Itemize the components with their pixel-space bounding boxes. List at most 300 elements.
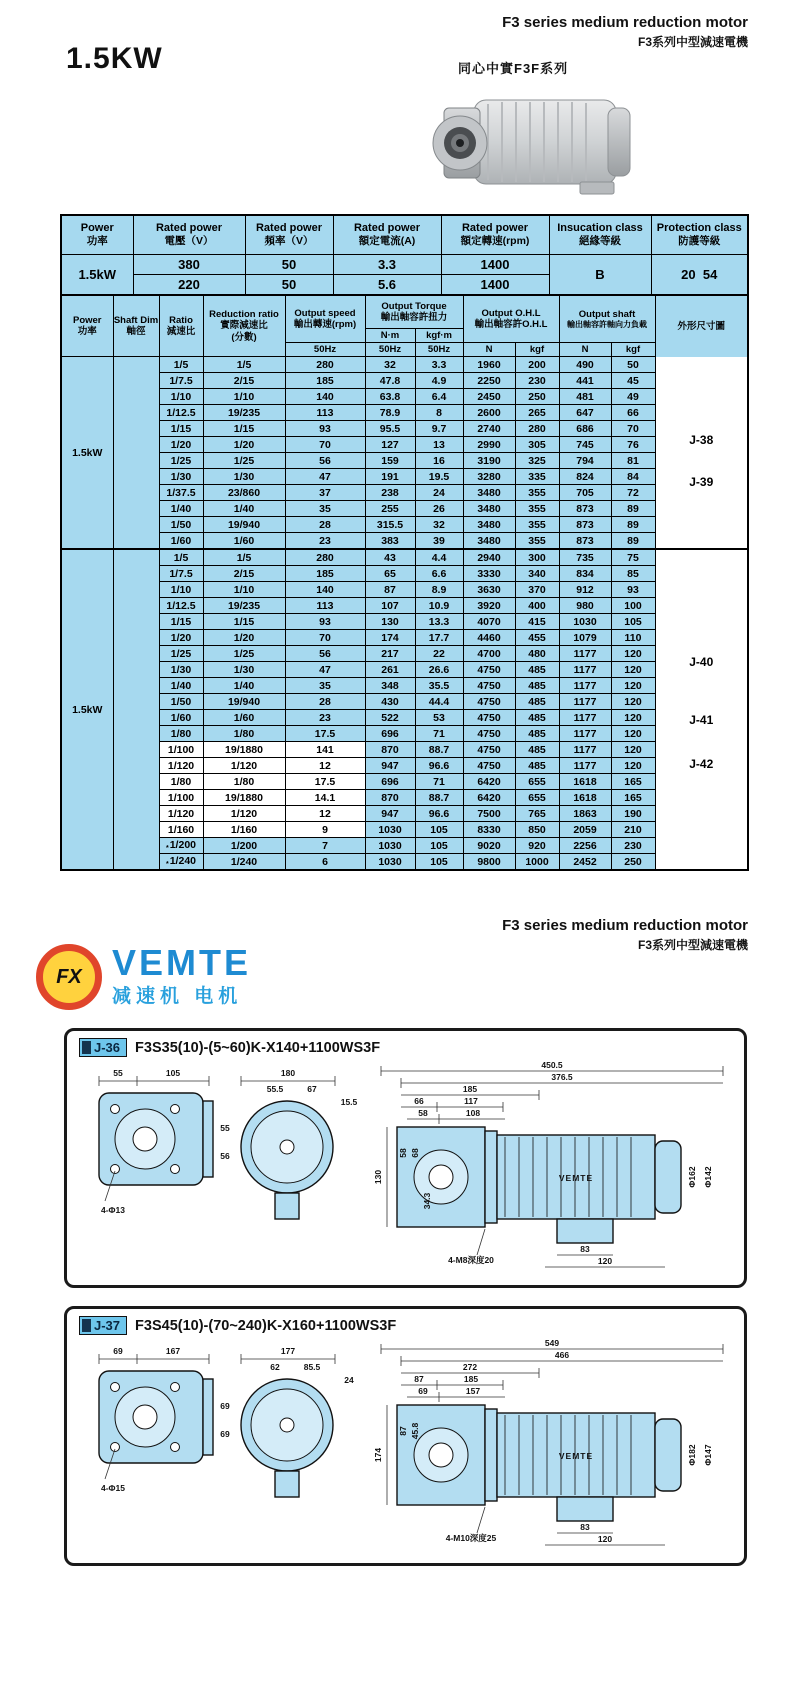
output-speed-cell: 113	[285, 405, 365, 421]
output-speed-cell: 28	[285, 694, 365, 710]
motor-foot	[580, 182, 614, 194]
dim-label: 167	[165, 1346, 180, 1356]
torque-nm-cell: 238	[365, 485, 415, 501]
output-speed-cell: 113	[285, 598, 365, 614]
shaft-n-cell: 834	[559, 566, 611, 582]
circular-view	[241, 1068, 358, 1219]
ratio-cell: 1/7.5	[159, 566, 203, 582]
torque-nm-cell: 130	[365, 614, 415, 630]
ohl-n-cell: 8330	[463, 822, 515, 838]
torque-nm-cell: 947	[365, 758, 415, 774]
dim-label: 69	[417, 1386, 428, 1396]
section2-title-zh: F3系列中型減速電機	[637, 938, 748, 952]
dim-label: 174	[372, 1447, 383, 1463]
ohl-kgf-cell: 370	[515, 582, 559, 598]
figure-badge	[79, 1038, 127, 1057]
col-current: Rated power 額定電流(A)	[333, 215, 441, 255]
ohl-kgf-cell: 355	[515, 501, 559, 517]
ohl-n-cell: 3480	[463, 485, 515, 501]
unit-kgfm-hz: 50Hz	[415, 343, 463, 357]
hdr-output-shaft: Output shaft 輸出軸容許軸向力負載	[559, 295, 655, 343]
motor-endcap	[608, 108, 630, 176]
ohl-n-cell: 4070	[463, 614, 515, 630]
ohl-n-cell: 3920	[463, 598, 515, 614]
spec-row	[61, 726, 748, 742]
figure-ref: J-39	[689, 475, 714, 490]
model-number: F3S35(10)-(5~60)K-X140+1100WS3F	[135, 1039, 381, 1056]
ohl-n-cell: 2990	[463, 437, 515, 453]
ohl-kgf-cell: 1000	[515, 854, 559, 871]
torque-kgfm-cell: 105	[415, 854, 463, 871]
voltage-value: 380	[133, 255, 245, 275]
output-speed-cell: 17.5	[285, 726, 365, 742]
ohl-n-cell: 2740	[463, 421, 515, 437]
ratio-spec-table	[60, 294, 749, 871]
unit-ohl-n: N	[463, 343, 515, 357]
shaft-n-cell: 873	[559, 533, 611, 550]
dim-label: 130	[372, 1169, 383, 1185]
torque-kgfm-cell: 26.6	[415, 662, 463, 678]
ratio-cell: 1/5	[159, 549, 203, 566]
spec-row	[61, 421, 748, 437]
shaft-n-cell: 824	[559, 469, 611, 485]
spec-row	[61, 678, 748, 694]
dim-label: 67	[306, 1084, 317, 1094]
ratio-cell: 1/100	[159, 742, 203, 758]
dim-label: 15.5	[340, 1097, 357, 1107]
dim-label: 120	[597, 1256, 612, 1266]
spec-row	[61, 517, 748, 533]
ohl-kgf-cell: 335	[515, 469, 559, 485]
shaft-n-cell: 980	[559, 598, 611, 614]
shaft-n-cell: 2059	[559, 822, 611, 838]
hdr-output-torque: Output Torque 輸出軸容許扭力	[365, 295, 463, 329]
spec-row	[61, 485, 748, 501]
spec-header-row	[61, 295, 748, 329]
ohl-n-cell: 3330	[463, 566, 515, 582]
drawing-panel-j36	[64, 1028, 747, 1288]
shaft-kgf-cell: 70	[611, 421, 655, 437]
output-speed-cell: 35	[285, 501, 365, 517]
torque-nm-cell: 95.5	[365, 421, 415, 437]
output-speed-cell: 14.1	[285, 790, 365, 806]
spec-row	[61, 582, 748, 598]
hdr-kgfm: kgf·m	[415, 329, 463, 343]
ratio-cell: 1/60	[159, 533, 203, 550]
torque-kgfm-cell: 96.6	[415, 758, 463, 774]
output-speed-cell: 70	[285, 630, 365, 646]
shaft-n-cell: 1030	[559, 614, 611, 630]
spec-row	[61, 838, 748, 854]
ohl-kgf-cell: 265	[515, 405, 559, 421]
spec-row	[61, 405, 748, 421]
ratio-cell: 1/50	[159, 517, 203, 533]
dim-label: 56	[219, 1151, 230, 1161]
ohl-n-cell: 4700	[463, 646, 515, 662]
torque-kgfm-cell: 88.7	[415, 790, 463, 806]
shaft-kgf-cell: 105	[611, 614, 655, 630]
ratio-cell: 1/20	[159, 630, 203, 646]
shaft-n-cell: 1618	[559, 774, 611, 790]
torque-nm-cell: 65	[365, 566, 415, 582]
ratio-cell: 1/80	[159, 726, 203, 742]
output-speed-cell: 37	[285, 485, 365, 501]
spec-table-body	[61, 357, 748, 871]
unit-shaft-n: N	[559, 343, 611, 357]
shaft-kgf-cell: 50	[611, 357, 655, 373]
drawing-watermark: VEMTE	[558, 1451, 593, 1461]
spec-row	[61, 662, 748, 678]
page-title-en: F3 series medium reduction motor	[502, 14, 748, 31]
output-speed-cell: 56	[285, 646, 365, 662]
dim-label: 185	[463, 1374, 478, 1384]
ohl-kgf-cell: 485	[515, 694, 559, 710]
torque-kgfm-cell: 13.3	[415, 614, 463, 630]
ohl-n-cell: 2600	[463, 405, 515, 421]
ohl-kgf-cell: 485	[515, 758, 559, 774]
torque-kgfm-cell: 6.4	[415, 389, 463, 405]
output-speed-cell: 93	[285, 421, 365, 437]
hdr-power: Power 功率	[61, 295, 113, 357]
dim-label: 83	[579, 1244, 590, 1254]
torque-nm-cell: 430	[365, 694, 415, 710]
ohl-n-cell: 2250	[463, 373, 515, 389]
power-heading: 1.5KW	[66, 42, 163, 75]
torque-kgfm-cell: 26	[415, 501, 463, 517]
reduction-ratio-cell: 19/1880	[203, 742, 285, 758]
spec-row	[61, 758, 748, 774]
dim-label: 185	[462, 1084, 477, 1094]
ohl-n-cell: 4750	[463, 678, 515, 694]
ohl-kgf-cell: 480	[515, 646, 559, 662]
ohl-kgf-cell: 455	[515, 630, 559, 646]
torque-nm-cell: 217	[365, 646, 415, 662]
reduction-ratio-cell: 2/15	[203, 373, 285, 389]
badge-square-icon	[82, 1041, 91, 1054]
spec-row	[61, 646, 748, 662]
shaft-n-cell: 1177	[559, 742, 611, 758]
page-title-zh: F3系列中型減速電機	[637, 35, 748, 49]
power-cell: 1.5kW	[61, 357, 113, 550]
col-insulation: Insucation class 絕緣等級	[549, 215, 651, 255]
torque-nm-cell: 870	[365, 742, 415, 758]
torque-nm-cell: 47.8	[365, 373, 415, 389]
reduction-ratio-cell: 19/1880	[203, 790, 285, 806]
spec-row	[61, 710, 748, 726]
dim-label: Φ182	[686, 1444, 697, 1466]
figure-badge	[79, 1316, 127, 1335]
output-speed-cell: 185	[285, 373, 365, 389]
output-speed-cell: 280	[285, 549, 365, 566]
reduction-ratio-cell: 1/15	[203, 614, 285, 630]
power-value: 1.5kW	[61, 255, 133, 296]
torque-kgfm-cell: 44.4	[415, 694, 463, 710]
reduction-ratio-cell: 2/15	[203, 566, 285, 582]
ohl-kgf-cell: 355	[515, 517, 559, 533]
ohl-kgf-cell: 485	[515, 678, 559, 694]
spec-row	[61, 389, 748, 405]
logo-badge	[36, 944, 102, 1010]
shaft-kgf-cell: 84	[611, 469, 655, 485]
ratio-cell: 1/80	[159, 774, 203, 790]
shaft-kgf-cell: 120	[611, 742, 655, 758]
ohl-kgf-cell: 340	[515, 566, 559, 582]
torque-nm-cell: 63.8	[365, 389, 415, 405]
figure-code: J-36	[94, 1040, 121, 1055]
torque-nm-cell: 1030	[365, 822, 415, 838]
shaft-n-cell: 2256	[559, 838, 611, 854]
output-speed-cell: 140	[285, 582, 365, 598]
spec-row	[61, 598, 748, 614]
figure-ref-cell	[655, 357, 748, 550]
output-speed-cell: 6	[285, 854, 365, 871]
torque-nm-cell: 159	[365, 453, 415, 469]
ohl-n-cell: 3480	[463, 501, 515, 517]
ratio-cell: 1/40	[159, 678, 203, 694]
dim-label: 105	[165, 1068, 180, 1078]
output-speed-cell: 35	[285, 678, 365, 694]
shaft-kgf-cell: 81	[611, 453, 655, 469]
ohl-n-cell: 9800	[463, 854, 515, 871]
dim-label: 87	[397, 1426, 408, 1436]
torque-kgfm-cell: 4.4	[415, 549, 463, 566]
spec-row	[61, 742, 748, 758]
rated-row-380	[61, 255, 748, 275]
dim-label: 24	[343, 1375, 354, 1385]
dim-label: 117	[463, 1096, 478, 1106]
section2-title-en: F3 series medium reduction motor	[502, 917, 748, 934]
col-power: Power 功率	[61, 215, 133, 255]
output-speed-cell: 7	[285, 838, 365, 854]
dim-label: 66	[413, 1096, 424, 1106]
torque-kgfm-cell: 105	[415, 838, 463, 854]
shaft-kgf-cell: 120	[611, 646, 655, 662]
shaft-kgf-cell: 210	[611, 822, 655, 838]
logo-monogram: FX	[56, 965, 82, 988]
model-number: F3S45(10)-(70~240)K-X160+1100WS3F	[135, 1317, 397, 1334]
shaft-kgf-cell: 165	[611, 774, 655, 790]
figure-ref: J-42	[689, 757, 714, 772]
shaft-n-cell: 647	[559, 405, 611, 421]
ohl-kgf-cell: 920	[515, 838, 559, 854]
ratio-cell: 1/160	[159, 822, 203, 838]
dim-label: 62	[269, 1362, 280, 1372]
dimension-drawing	[79, 1337, 733, 1551]
dim-label: 177	[280, 1346, 295, 1356]
torque-kgfm-cell: 6.6	[415, 566, 463, 582]
circular-view	[241, 1346, 354, 1497]
shaft-kgf-cell: 120	[611, 694, 655, 710]
dim-label: 85.5	[303, 1362, 320, 1372]
output-speed-cell: 185	[285, 566, 365, 582]
ohl-n-cell: 3480	[463, 533, 515, 550]
col-speed: Rated power 額定轉速(rpm)	[441, 215, 549, 255]
shaft-kgf-cell: 66	[611, 405, 655, 421]
ohl-kgf-cell: 655	[515, 774, 559, 790]
reduction-ratio-cell: 1/10	[203, 389, 285, 405]
torque-kgfm-cell: 17.7	[415, 630, 463, 646]
shaft-n-cell: 490	[559, 357, 611, 373]
ohl-kgf-cell: 355	[515, 485, 559, 501]
shaft-n-cell: 686	[559, 421, 611, 437]
spec-row	[61, 614, 748, 630]
ohl-kgf-cell: 850	[515, 822, 559, 838]
shaft-n-cell: 1618	[559, 790, 611, 806]
spec-row	[61, 501, 748, 517]
unit-speed-hz: 50Hz	[285, 343, 365, 357]
reduction-ratio-cell: 1/25	[203, 646, 285, 662]
ratio-cell: 1/10	[159, 582, 203, 598]
protection-value: 20 54	[651, 255, 748, 296]
ratio-cell: 1/30	[159, 469, 203, 485]
ratio-cell: 1/12.5	[159, 405, 203, 421]
ratio-cell: 1/10	[159, 389, 203, 405]
reduction-ratio-cell: 1/15	[203, 421, 285, 437]
shaft-n-cell: 912	[559, 582, 611, 598]
shaft-n-cell: 873	[559, 517, 611, 533]
shaft-n-cell: 794	[559, 453, 611, 469]
row-marker: *	[165, 845, 169, 852]
reduction-ratio-cell: 1/30	[203, 662, 285, 678]
torque-kgfm-cell: 105	[415, 822, 463, 838]
hdr-dim-figure: 外形尺寸圖	[655, 295, 748, 357]
spec-row	[61, 790, 748, 806]
ohl-kgf-cell: 200	[515, 357, 559, 373]
ohl-n-cell: 6420	[463, 774, 515, 790]
col-frequency: Rated power 頻率（V）	[245, 215, 333, 255]
ratio-cell: 1/15	[159, 614, 203, 630]
shaft-n-cell: 1177	[559, 710, 611, 726]
ratio-cell: 1/50	[159, 694, 203, 710]
dim-label: 55.5	[266, 1084, 283, 1094]
spec-row	[61, 373, 748, 389]
output-speed-cell: 9	[285, 822, 365, 838]
ratio-cell: 1/7.5	[159, 373, 203, 389]
ohl-n-cell: 4750	[463, 758, 515, 774]
shaft-n-cell: 441	[559, 373, 611, 389]
torque-kgfm-cell: 19.5	[415, 469, 463, 485]
reduction-ratio-cell: 1/60	[203, 533, 285, 550]
ratio-cell: 1/120	[159, 806, 203, 822]
ohl-n-cell: 4750	[463, 742, 515, 758]
reduction-ratio-cell: 1/5	[203, 357, 285, 373]
shaft-kgf-cell: 250	[611, 854, 655, 871]
shaft-kgf-cell: 120	[611, 726, 655, 742]
bolt-note: 4-M8深度20	[447, 1255, 494, 1265]
torque-nm-cell: 78.9	[365, 405, 415, 421]
ratio-cell: 1/20	[159, 437, 203, 453]
dim-label: 69	[219, 1401, 230, 1411]
dim-label: 68	[409, 1148, 420, 1158]
torque-kgfm-cell: 88.7	[415, 742, 463, 758]
dim-label: 120	[597, 1534, 612, 1544]
torque-nm-cell: 947	[365, 806, 415, 822]
spec-row	[61, 437, 748, 453]
shaft-kgf-cell: 75	[611, 549, 655, 566]
torque-kgfm-cell: 96.6	[415, 806, 463, 822]
shaft-kgf-cell: 93	[611, 582, 655, 598]
output-speed-cell: 141	[285, 742, 365, 758]
ratio-cell: 1/25	[159, 646, 203, 662]
ohl-n-cell: 3190	[463, 453, 515, 469]
current-value: 3.3	[333, 255, 441, 275]
figure-ref: J-40	[689, 655, 714, 670]
shaft-kgf-cell: 49	[611, 389, 655, 405]
dim-label: 466	[554, 1350, 569, 1360]
rated-power-table	[60, 214, 749, 296]
ohl-n-cell: 2940	[463, 549, 515, 566]
ratio-cell: 1/12.5	[159, 598, 203, 614]
spec-row	[61, 694, 748, 710]
torque-nm-cell: 191	[365, 469, 415, 485]
frequency-value: 50	[245, 255, 333, 275]
dim-label: 549	[544, 1338, 559, 1348]
torque-kgfm-cell: 8	[415, 405, 463, 421]
torque-nm-cell: 1030	[365, 838, 415, 854]
series-subtitle: 同心中實F3F系列	[458, 61, 569, 76]
dim-label: 83	[579, 1522, 590, 1532]
ratio-cell: 1/120	[159, 758, 203, 774]
ohl-n-cell: 7500	[463, 806, 515, 822]
spec-row	[61, 806, 748, 822]
ohl-n-cell: 9020	[463, 838, 515, 854]
output-speed-cell: 28	[285, 517, 365, 533]
ohl-n-cell: 6420	[463, 790, 515, 806]
reduction-ratio-cell: 19/940	[203, 694, 285, 710]
shaft-kgf-cell: 76	[611, 437, 655, 453]
ratio-cell: 1/60	[159, 710, 203, 726]
spec-row	[61, 854, 748, 871]
figure-code: J-37	[94, 1318, 121, 1333]
unit-shaft-kgf: kgf	[611, 343, 655, 357]
dim-label: Φ147	[702, 1444, 713, 1466]
reduction-ratio-cell: 1/40	[203, 678, 285, 694]
dim-label: Φ162	[686, 1166, 697, 1188]
shaft-n-cell: 1177	[559, 646, 611, 662]
torque-nm-cell: 107	[365, 598, 415, 614]
dim-label: 157	[465, 1386, 480, 1396]
reduction-ratio-cell: 1/80	[203, 774, 285, 790]
shaft-kgf-cell: 120	[611, 710, 655, 726]
power-cell: 1.5kW	[61, 549, 113, 870]
badge-square-icon	[82, 1319, 91, 1332]
torque-nm-cell: 255	[365, 501, 415, 517]
torque-nm-cell: 348	[365, 678, 415, 694]
ohl-kgf-cell: 400	[515, 598, 559, 614]
shaft-kgf-cell: 89	[611, 533, 655, 550]
hdr-reduction-ratio: Reduction ratio 實際減速比 (分數)	[203, 295, 285, 357]
ohl-kgf-cell: 325	[515, 453, 559, 469]
torque-nm-cell: 315.5	[365, 517, 415, 533]
col-voltage: Rated power 電壓（V）	[133, 215, 245, 255]
shaft-kgf-cell: 120	[611, 662, 655, 678]
torque-kgfm-cell: 9.7	[415, 421, 463, 437]
shaft-n-cell: 1177	[559, 662, 611, 678]
spec-row	[61, 453, 748, 469]
ohl-kgf-cell: 485	[515, 726, 559, 742]
torque-nm-cell: 87	[365, 582, 415, 598]
torque-nm-cell: 870	[365, 790, 415, 806]
insulation-value: B	[549, 255, 651, 296]
dim-label: 108	[465, 1108, 480, 1118]
hdr-nm: N·m	[365, 329, 415, 343]
ohl-kgf-cell: 280	[515, 421, 559, 437]
shaft-dim-cell	[113, 357, 159, 550]
ohl-n-cell: 3280	[463, 469, 515, 485]
torque-kgfm-cell: 39	[415, 533, 463, 550]
ohl-n-cell: 4750	[463, 726, 515, 742]
ratio-cell: *1/200	[159, 838, 203, 854]
